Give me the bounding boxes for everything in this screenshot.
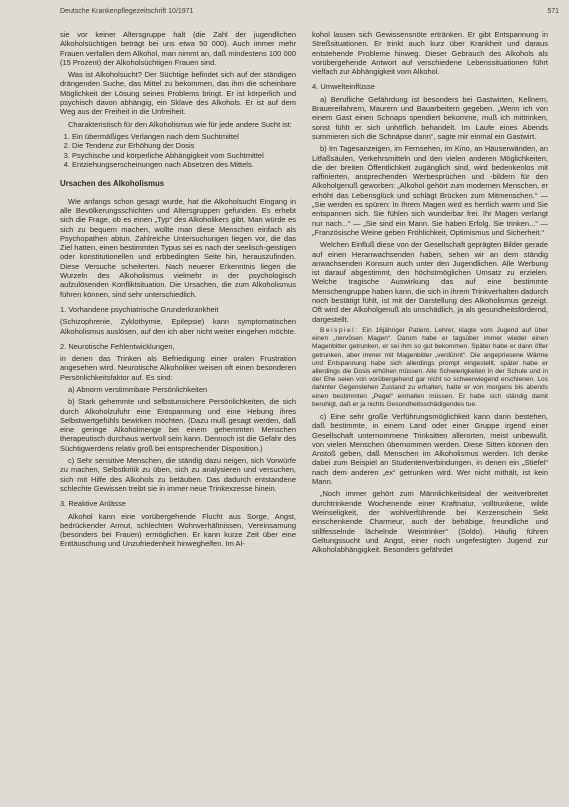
paragraph: a) Abnorm verstimmbare Persönlichkeiten: [68, 385, 208, 394]
paragraph: Alkohol kann eine vorübergehende Flucht aus Sorge, Angst, bedrückender Armut, schlechten Wohnverhältnissen, Vereinsamung (besonders bei Frauen) ermöglichen. Er kann kurze Zeit über eine Enttäuschung und Unzufriedenheit hinweghelfen. Im Al-: [60, 511, 296, 549]
paragraph: in denen das Trinken als Befriedigung einer oralen Frustration angesehen wird. Neurotische Alkoholiker weisen oft einen besonderen Persönlichkeitsfaktor auf. Es sind:: [60, 354, 296, 382]
paragraph: a) Berufliche Gefährdung ist besonders bei Gastwirten, Kellnern, Brauereifahrern, Maurern und Bauarbeitern gegeben. „Wenn ich von einem Gast einen Schnaps spendiert bekomme, muß ich mittrinken, sonst fühlt er sich unhöflich behandelt. Im Laufe eines Abends summieren sich die Schnäpse dann“, sagte mir einmal ein Gastwirt.: [312, 94, 548, 141]
journal-title: Deutsche Krankenpflegezeitschrift 10/1971: [60, 8, 194, 15]
example-text: Ein 16jähriger Patient, Lehrer, klagte vom Jugend auf über einen „nervösen Magen“. Darum habe er tagsüber immer wieder einen Magenbitter getrunken, er sei ihm so gut bekommen. Später habe er dann öfter getrunken, aber immer mit Magenbitter „verdünnt“. Die angepriesene Wärme und Entspannung habe sich allerdings prompt eingestellt, später habe er allerdings die Dosis erhöhen müssen. Alle Schwierigkeiten in der Schule und in der Ehe seien von vorübergehend gar nicht so schwerwiegend erschienen. Los dahinter Gegenstehen Zustand zu erhalten, hatte er von morgens bis abends einen bestimmten „Pegel“ einhalten müssen. Er habe sich ständig damit beruhigt, daß er ja nichts Gesundheitsschädigendes tue.: [312, 326, 548, 408]
list-item: 1. Ein übermäßiges Verlangen nach dem Suchtmittel: [72, 132, 296, 141]
page-number: 571: [547, 8, 559, 15]
paragraph: c) Eine sehr große Verführungsmöglichkeit kann darin bestehen, daß bestimmte, in einem Land oder einer Gruppe irgend einer Gesellschaft unternommene Trinksitten allerorten, meist unbewußt, von vielen Menschen übernommen werden. Diese Sitten können den Anstoß geben, daß Menschen im Alkoholismus werden. Ich denke dabei zum Beispiel an Studentenverbindungen, in denen ein „Stiefel“ nach dem anderen „ex“ getrunken wird. Wer nicht mithält, ist kein Mann.: [312, 411, 548, 487]
subheading: 4. Umwelteinflüsse: [312, 82, 375, 92]
subheading: 2. Neurotische Fehlentwicklungen,: [60, 341, 175, 351]
left-column: [60, 30, 296, 552]
subheading: 3. Reaktive Anlässe: [60, 499, 126, 509]
paragraph: Wie anfangs schon gesagt wurde, hat die Alkoholsucht Eingang in alle Bevölkerungsschichten und Altersgruppen gefunden. Es erhebt sich die Frage, ob es einen „Typ“ des Alkoholikers gibt. Man würde es sich zu bequem machen, wollte man diese Menschen einfach als Psychopathen abtun. Zahlreiche Untersuchungen liegen vor, die das Ziel hatten, einen bestimmten Typus sei es nach der seelisch-geistigen oder konstitutionellen und erbbedingten Seite hin, herauszufinden. Diese Versuche scheiterten. Nach neuerer Erkenntnis liegen die Wurzeln des Alkoholismus vielmehr in der psychologisch aufzulösenden Konfliktsituation. Die Ursachen, die zum Alkoholismus führen können, sind sehr unterschiedlich.: [60, 196, 296, 299]
right-column: [312, 30, 548, 557]
list-item: 3. Psychische und körperliche Abhängigkeit vom Suchtmittel: [72, 151, 296, 160]
paragraph: b) Im Tagesanzeigen, im Fernsehen, im Kino, an Häuserwänden, an Litfaßsäulen, Verkehrsmitteln und den vielen anderen Möglichkeiten, die der breiten Öffentlichkeit zugänglich sind, wird bedenkenlos mit raffinierten, ansprechenden Werbesprüchen und -bildern für den Alkoholgenuß geworben: „Alkohol gehört zum modernen Menschen, er erhöht das Lebensglück und schlägt Brücken zum Mitmenschen.“ — „Sie werden es spüren: In Ihrem Magen wird es herrlich warm und Sie entspannen sich. Sie fühlen sich wunderbar frei. Ihr Magen verlangt nur nach...“ — „Sie sind ein Mann. Sie haben Erfolg. Sie trinken...“ — „Französische Weine geben Fröhlichkeit, Optimismus und Sicherheit.“: [312, 144, 548, 237]
subheading: 1. Vorhandene psychiatrische Grunderkrankheit: [60, 304, 219, 314]
list-item: 2. Die Tendenz zur Erhöhung der Dosis: [72, 141, 296, 150]
paragraph: Welchen Einfluß diese von der Gesellschaft geprägten Bilder gerade auf einen Heranwachsenden haben, sehen wir an dem ständig anwachsenden Konsum auch unter den Jugendlichen. Alle Werbung ist darauf abgestimmt, den höchstmöglichen Umsatz zu erzielen. Welche tragische Auswirkung das auf eine bestimmte Menschengruppe haben kann, die sich in ihrem Trinkverhalten dadurch noch bestätigt fühlt, ist mit der Darstellung des Alkoholismus gezeigt. Oft wird der Alkoholgenuß als unschädlich, ja als gesundheitsfördernd, dargestellt.: [312, 240, 548, 324]
paragraph: Charakteristisch für den Alkoholismus wie für jede andere Sucht ist:: [68, 119, 292, 129]
page-header: [60, 6, 559, 18]
characteristics-list: [60, 132, 296, 169]
list-item: 4. Entziehungserscheinungen nach Absetzen des Mittels.: [72, 160, 296, 169]
paragraph: (Schizophrenie, Zyklothymie, Epilepsie) kann symptomatischen Alkoholismus auslösen, auf den ich aber nicht weiter eingehen möchte.: [60, 317, 296, 336]
paragraph: Was ist Alkoholsucht? Der Süchtige befindet sich auf der ständigen drängenden Suche, das Mittel zu bekommen, das ihm die scheinbare Möglichkeit der Lösung seines Problems bringt. Er ist körperlich und psychisch davon abhängig, ein Sklave des Alkohols. Er ist auf dem Weg aus der Freiheit in die Unfreiheit.: [60, 70, 296, 117]
paragraph: c) Sehr sensitive Menschen, die ständig dazu neigen, sich Vorwürfe zu machen, Selbstkritik zu üben, sich zu analysieren und versuchen, sich mit Hilfe des Alkohols zu betäuben. Das dadurch entstandene schlechte Gewissen treibt sie in immer neue Trinkexzesse hinein.: [60, 456, 296, 493]
example-block: [312, 327, 548, 409]
example-label: Beispiel:: [320, 326, 359, 334]
paragraph: „Noch immer gehört zum Männlichkeitsideal der weitverbreitet durchtrinkende Wochenende einer Kraftnatur, volltrunkene, wilde Weinseligkeit, der wohlverführende bei Kerzenschein Sekt einschenkende Charmeur, auch der behäbige, freundliche und stillfesselnde lächelnde Weintrinker“ (Soldo). Häufig führen Geltungssucht und Angst, einer noch ungefestigten Jugend zur Alkoholabhängigkeit. Besonders gefährdet: [312, 489, 548, 555]
paragraph: b) Stark gehemmte und selbstunsichere Persönlichkeiten, die sich durch Alkoholzufuhr eine Entspannung und eine Hebung ihres Selbstwertgefühls bewirken möchten. (Dazu muß gesagt werden, daß eine geringe Alkoholmenge bei einem gehemmten Menschen therapeutisch durchaus wertvoll sein kann. Dennoch ist die Gefahr des Süchtigwerdens relativ groß bei entsprechender Disposition.): [60, 397, 296, 453]
paragraph: sie vor keiner Altersgruppe halt (die Zahl der jugendlichen Alkoholsüchtigen beträgt bei uns etwa 50 000). Auch immer mehr Frauen verfallen dem Alkohol, man nimmt an, daß mindestens 100 000 (15 Prozent) der Alkoholsüchtigen Frauen sind.: [60, 30, 296, 67]
section-heading: Ursachen des Alkoholismus: [60, 179, 165, 189]
paragraph: kohol lassen sich Gewissensnöte ertränken. Er gibt Entspannung in Streßsituationen. Er trinkt auch kurz über Krankheit und daraus entstehende Probleme hinweg. Dieser Gebrauch des Alkohols als vorübergehende Antwort auf verschiedene Lebenssituationen führt vielfach zur Abhängigkeit vom Alkohol.: [312, 30, 548, 77]
